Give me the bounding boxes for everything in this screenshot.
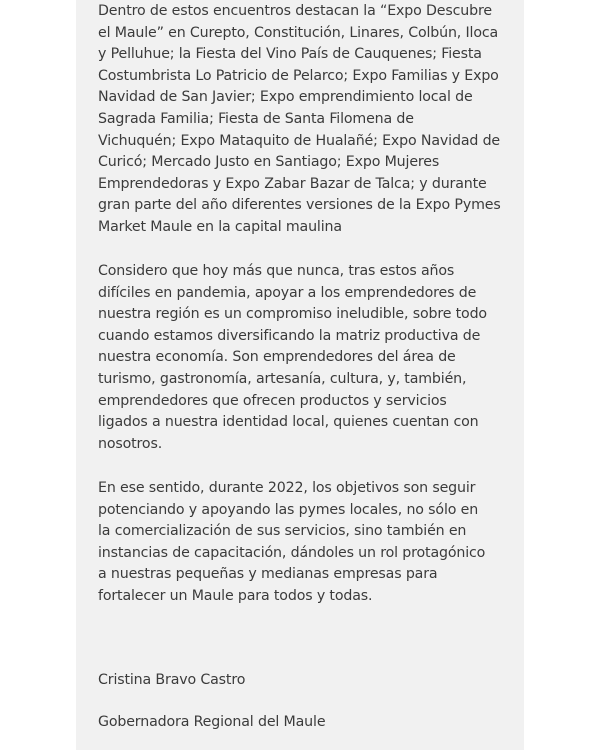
paragraph-objectives: En ese sentido, durante 2022, los objetivos son seguir potenciando y apoyando las pymes locales, no sólo en la comercialización de sus servicios, sino también en instancias de capacitación, dándoles un rol protagónico a nuestras pequeñas y medianas empresas para fortalecer un Maule para todos y todas. <box>98 480 486 604</box>
signature-name: Cristina Bravo Castro <box>98 672 246 688</box>
paragraph-support: Considero que hoy más que nunca, tras estos años difíciles en pandemia, apoyar a los emprendedores de nuestra región es un compromiso ineludible, sobre todo cuando estamos diversificando la matriz productiva de nuestra economía. Son emprendedores del área de turismo, gastronomía, artesanía, cultura, y, también, emprendedores que ofrecen productos y servicios ligados a nuestra identidad local, quienes cuentan con nosotros. <box>98 263 487 452</box>
signature-title: Gobernadora Regional del Maule <box>98 714 326 730</box>
paragraph-expos: Dentro de estos encuentros destacan la “Expo Descubre el Maule” en Curepto, Constitución, Linares, Colbún, Iloca y Pelluhue; la Fiesta del Vino País de Cauquenes; Fiesta Costumbrista Lo Patricio de Pelarco; Expo Familias y Expo Navidad de San Javier; Expo emprendimiento local de Sagrada Familia; Fiesta de Santa Filomena de Vichuquén; Expo Mataquito de Hualañé; Expo Navidad de Curicó; Mercado Justo en Santiago; Expo Mujeres Emprendedoras y Expo Zabar Bazar de Talca; y durante gran parte del año diferentes versiones de la Expo Pymes Market Maule en la capital maulina <box>98 3 501 235</box>
document-page <box>76 0 524 750</box>
